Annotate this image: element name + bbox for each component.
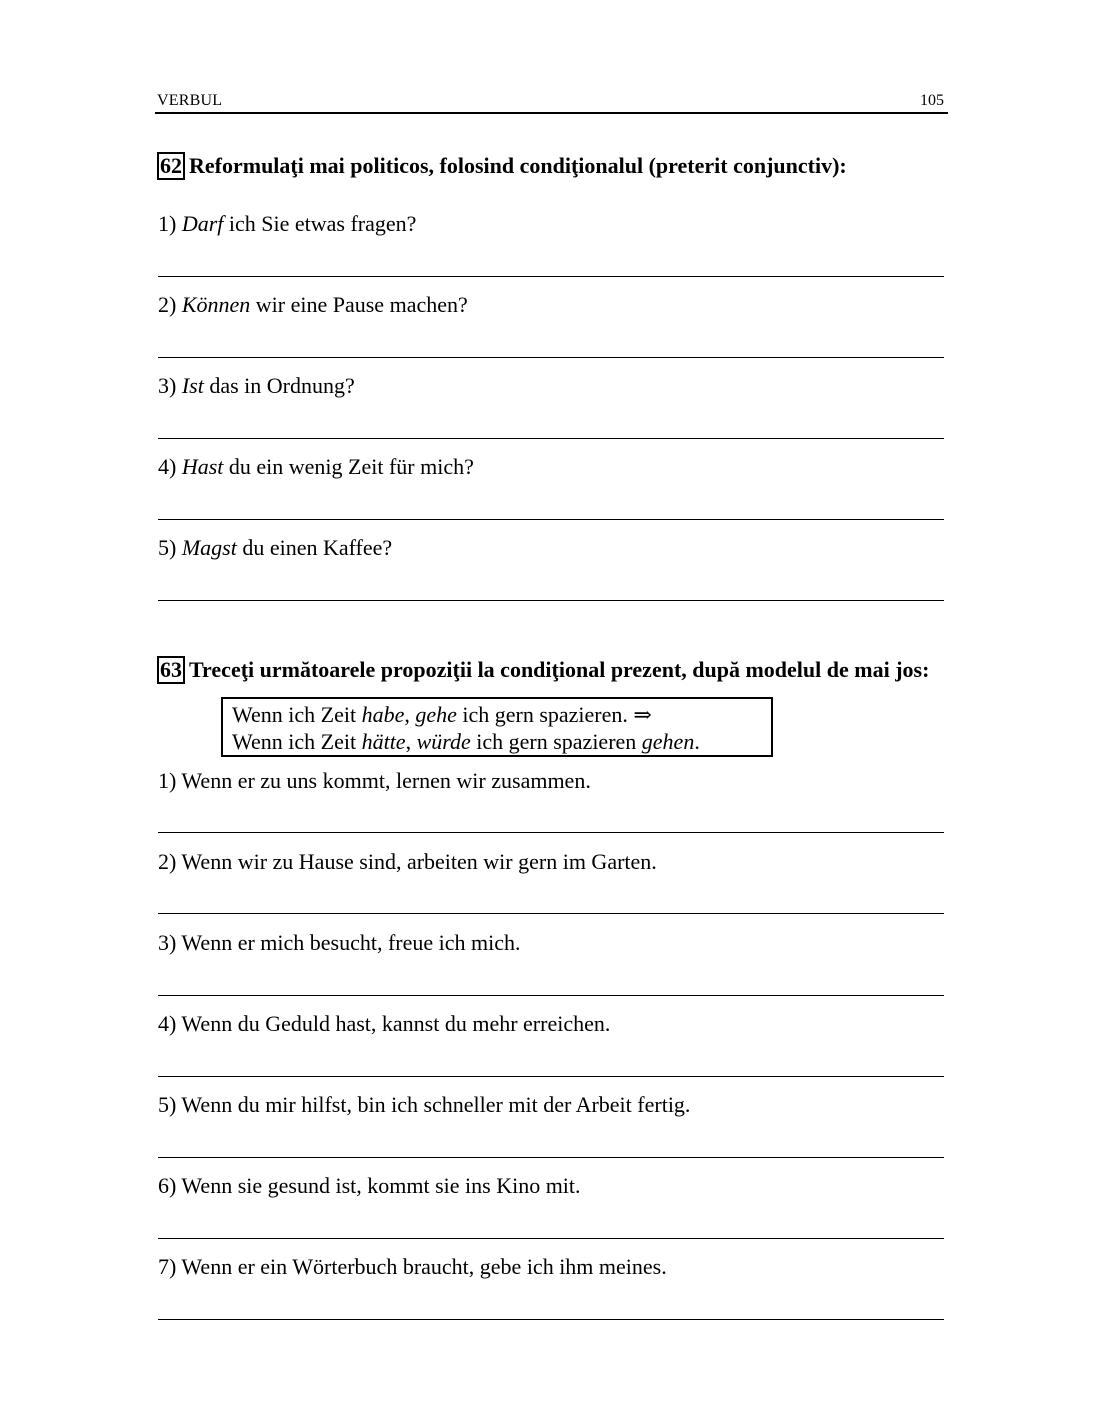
- answer-line: [158, 1157, 944, 1158]
- exercise-63-item: 2) Wenn wir zu Hause sind, arbeiten wir gern im Garten.: [158, 849, 657, 874]
- answer-line: [158, 357, 944, 358]
- exercise-62-item: 3) Ist das in Ordnung?: [158, 373, 355, 398]
- model-line-1: Wenn ich Zeit habe, gehe ich gern spazieren. ⇒: [232, 702, 652, 727]
- exercise-63-item: 7) Wenn er ein Wörterbuch braucht, gebe ich ihm meines.: [158, 1254, 667, 1279]
- answer-line: [158, 276, 944, 277]
- section-title: VERBUL: [157, 92, 223, 109]
- exercise-62-instruction: Reformulaţi mai politicos, folosind condiţionalul (preterit conjunctiv):: [189, 153, 847, 178]
- answer-line: [158, 1319, 944, 1320]
- exercise-63-item: 3) Wenn er mich besucht, freue ich mich.: [158, 930, 521, 955]
- exercise-63-title: [157, 656, 929, 684]
- answer-line: [158, 438, 944, 439]
- exercise-63-item: 1) Wenn er zu uns kommt, lernen wir zusammen.: [158, 768, 591, 793]
- exercise-63-item: 5) Wenn du mir hilfst, bin ich schneller mit der Arbeit fertig.: [158, 1092, 691, 1117]
- exercise-62-item: 1) Darf ich Sie etwas fragen?: [158, 211, 417, 236]
- exercise-63-instruction: Treceţi următoarele propoziţii la condiţional prezent, după modelul de mai jos:: [189, 657, 930, 682]
- answer-line: [158, 995, 944, 996]
- answer-line: [158, 913, 944, 914]
- model-example-box: [221, 697, 773, 757]
- exercise-62-item: 4) Hast du ein wenig Zeit für mich?: [158, 454, 474, 479]
- exercise-62-item: 5) Magst du einen Kaffee?: [158, 535, 393, 560]
- exercise-62-number: 62: [157, 152, 185, 180]
- answer-line: [158, 519, 944, 520]
- model-line-2: Wenn ich Zeit hätte, würde ich gern spazieren gehen.: [232, 729, 700, 754]
- running-header: [155, 90, 948, 114]
- answer-line: [158, 600, 944, 601]
- exercise-62-title: [157, 152, 847, 180]
- answer-line: [158, 832, 944, 833]
- answer-line: [158, 1076, 944, 1077]
- exercise-63-item: 6) Wenn sie gesund ist, kommt sie ins Kino mit.: [158, 1173, 581, 1198]
- exercise-62-item: 2) Können wir eine Pause machen?: [158, 292, 468, 317]
- exercise-63-item: 4) Wenn du Geduld hast, kannst du mehr erreichen.: [158, 1011, 611, 1036]
- answer-line: [158, 1238, 944, 1239]
- page-number: 105: [920, 92, 944, 109]
- exercise-63-number: 63: [157, 656, 185, 684]
